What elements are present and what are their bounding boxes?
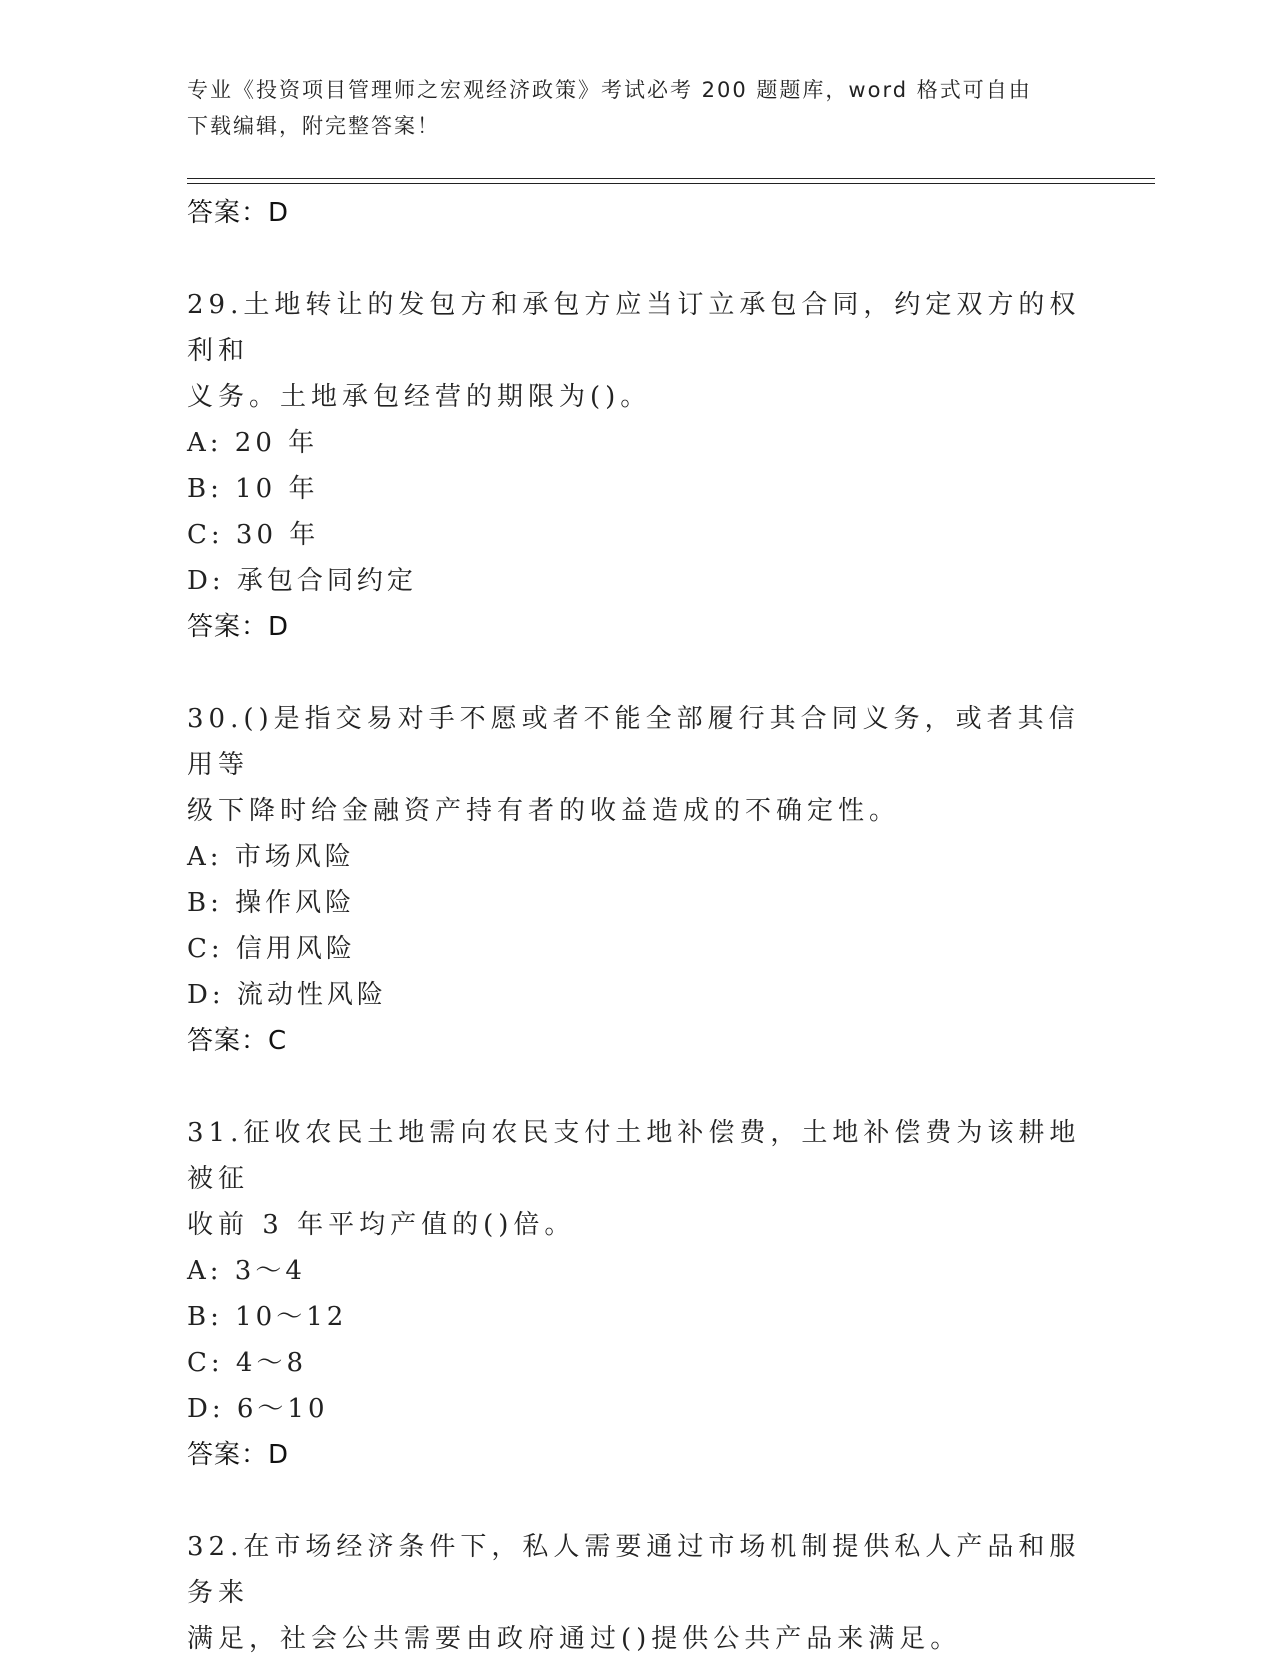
question-text-line: 义务。土地承包经营的期限为()。 bbox=[187, 382, 652, 412]
option-a: A: 3～4 bbox=[187, 1256, 306, 1286]
answer: 答案：D bbox=[187, 612, 290, 642]
option-d: D: 承包合同约定 bbox=[187, 566, 417, 596]
header-line-1: 专业《投资项目管理师之宏观经济政策》考试必考 200 题题库，word 格式可自由 bbox=[187, 78, 1032, 102]
question-30 bbox=[187, 696, 1087, 1064]
question-text-line: 收前 3 年平均产值的()倍。 bbox=[187, 1210, 576, 1240]
option-d: D: 6～10 bbox=[187, 1394, 329, 1424]
document-body bbox=[187, 190, 1087, 1662]
header-rule-bottom bbox=[187, 183, 1155, 184]
header-rule-top bbox=[187, 178, 1155, 179]
option-c: C: 4～8 bbox=[187, 1348, 308, 1378]
document-header bbox=[187, 72, 1077, 144]
option-c: C: 信用风险 bbox=[187, 934, 356, 964]
option-b: B: 10～12 bbox=[187, 1302, 348, 1332]
header-line-2: 下载编辑，附完整答案！ bbox=[187, 114, 440, 138]
answer: 答案：D bbox=[187, 1440, 290, 1470]
option-a: A: 市场风险 bbox=[187, 842, 355, 872]
question-29 bbox=[187, 282, 1087, 650]
question-32 bbox=[187, 1524, 1087, 1662]
option-b: B: 10 年 bbox=[187, 474, 319, 504]
answer-previous: 答案：D bbox=[187, 198, 290, 228]
answer: 答案：C bbox=[187, 1026, 288, 1056]
question-text-line: 31.征收农民土地需向农民支付土地补偿费，土地补偿费为该耕地被征 bbox=[187, 1118, 1081, 1194]
question-text-line: 满足，社会公共需要由政府通过()提供公共产品来满足。 bbox=[187, 1624, 962, 1654]
question-text-line: 30.()是指交易对手不愿或者不能全部履行其合同义务，或者其信用等 bbox=[187, 704, 1080, 780]
question-text-line: 32.在市场经济条件下，私人需要通过市场机制提供私人产品和服务来 bbox=[187, 1532, 1081, 1608]
question-text-line: 级下降时给金融资产持有者的收益造成的不确定性。 bbox=[187, 796, 901, 826]
question-31 bbox=[187, 1110, 1087, 1478]
option-a: A: 20 年 bbox=[187, 428, 319, 458]
option-c: C: 30 年 bbox=[187, 520, 320, 550]
question-text-line: 29.土地转让的发包方和承包方应当订立承包合同，约定双方的权利和 bbox=[187, 290, 1081, 366]
option-d: D: 流动性风险 bbox=[187, 980, 387, 1010]
option-b: B: 操作风险 bbox=[187, 888, 356, 918]
